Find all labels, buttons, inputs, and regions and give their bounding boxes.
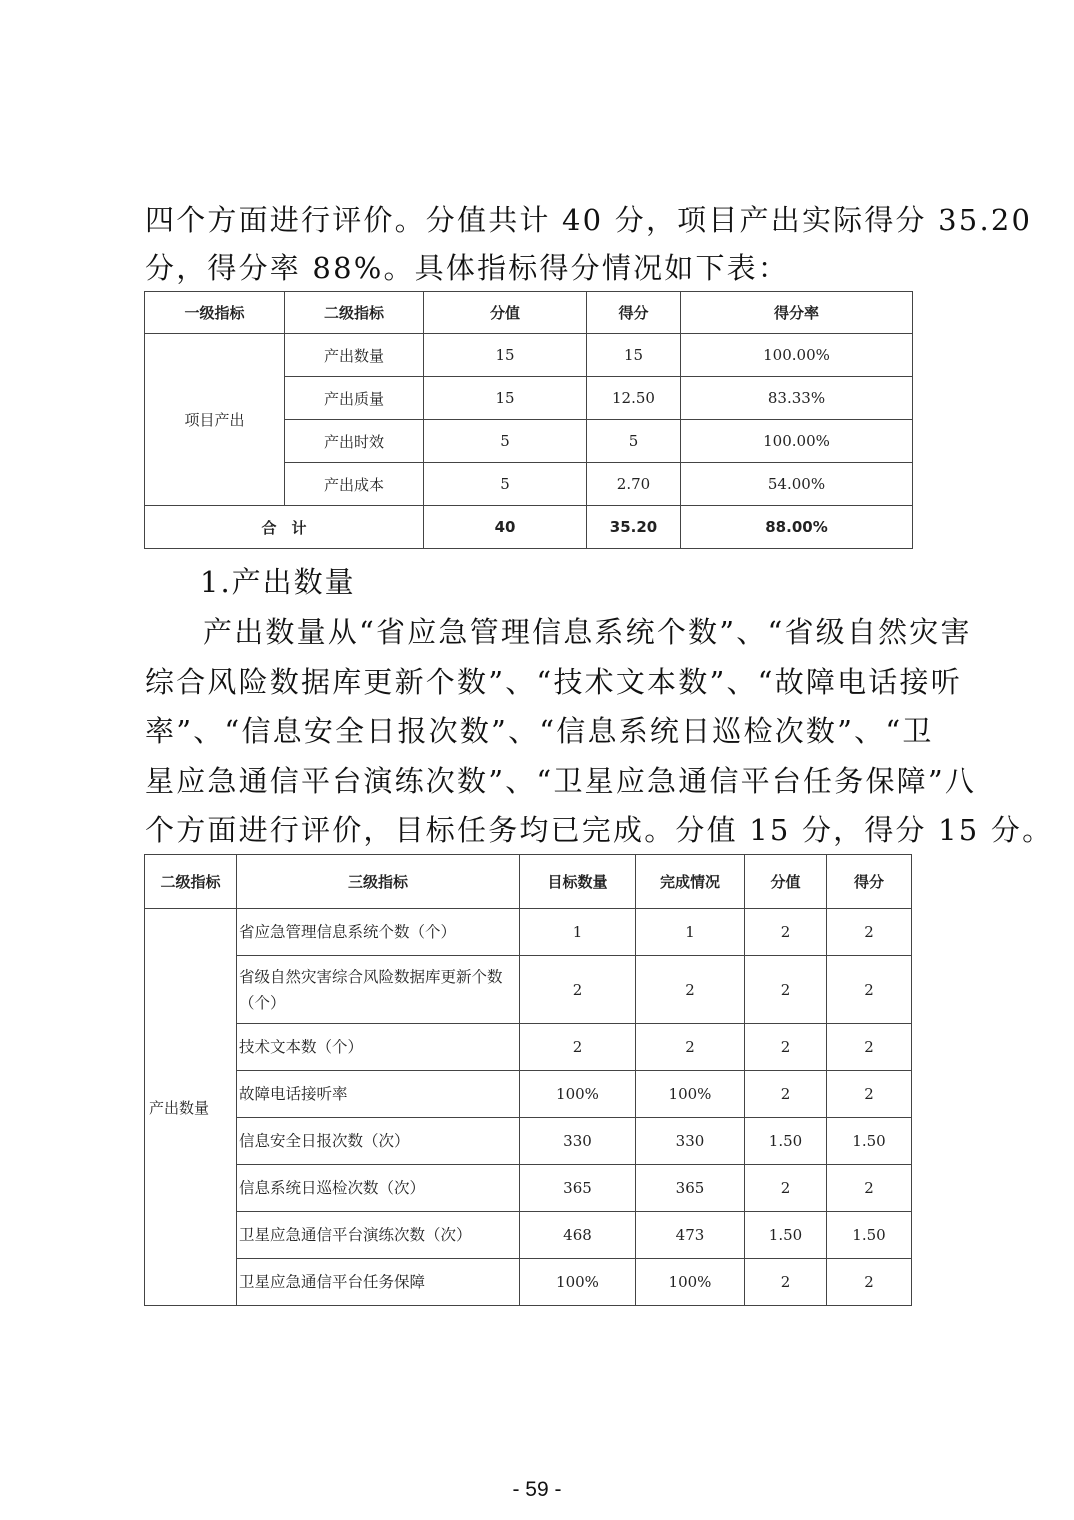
- row-name: 卫星应急通信平台任务保障: [237, 1259, 520, 1306]
- header-score: 得分: [827, 855, 912, 909]
- row-score-value: 5: [424, 420, 587, 463]
- table-row: [145, 956, 912, 1024]
- row-actual: 330: [636, 1118, 745, 1165]
- row-name: 信息系统日巡检次数（次）: [237, 1165, 520, 1212]
- paragraph-line: 个方面进行评价，目标任务均已完成。分值 15 分，得分 15 分。: [145, 813, 1054, 847]
- header-target: 目标数量: [520, 855, 636, 909]
- row-name: 产出数量: [285, 334, 424, 377]
- table-row: [145, 1259, 912, 1306]
- row-actual: 473: [636, 1212, 745, 1259]
- page-number: - 59 -: [512, 1478, 562, 1501]
- row-score-value: 15: [424, 377, 587, 420]
- row-score: 2.70: [587, 463, 681, 506]
- row-target: 468: [520, 1212, 636, 1259]
- row-rate: 100.00%: [681, 334, 913, 377]
- table-row: [145, 334, 913, 377]
- table-header-row: [145, 292, 913, 334]
- row-name: 产出时效: [285, 420, 424, 463]
- row-actual: 100%: [636, 1071, 745, 1118]
- row-actual: 2: [636, 956, 745, 1024]
- row-name: 卫星应急通信平台演练次数（次）: [237, 1212, 520, 1259]
- row-score-value: 2: [745, 1071, 827, 1118]
- output-score-table: [144, 291, 913, 549]
- row-name: 故障电话接听率: [237, 1071, 520, 1118]
- row-score-value: 2: [745, 956, 827, 1024]
- row-score-value: 2: [745, 1165, 827, 1212]
- row-score-value: 2: [745, 1259, 827, 1306]
- row-score: 2: [827, 1259, 912, 1306]
- paragraph-line: 率”、“信息安全日报次数”、“信息系统日巡检次数”、“卫: [145, 714, 934, 748]
- header-level2: 二级指标: [285, 292, 424, 334]
- header-level3: 三级指标: [237, 855, 520, 909]
- row-score: 5: [587, 420, 681, 463]
- paragraph-line: 产出数量从“省应急管理信息系统个数”、“省级自然灾害: [203, 615, 972, 649]
- row-name: 信息安全日报次数（次）: [237, 1118, 520, 1165]
- row-score-value: 15: [424, 334, 587, 377]
- row-score: 15: [587, 334, 681, 377]
- row-rate: 54.00%: [681, 463, 913, 506]
- total-score: 35.20: [587, 506, 681, 549]
- row-actual: 100%: [636, 1259, 745, 1306]
- group-cell: 产出数量: [145, 909, 237, 1306]
- row-name: 技术文本数（个）: [237, 1024, 520, 1071]
- header-actual: 完成情况: [636, 855, 745, 909]
- paragraph-line: 星应急通信平台演练次数”、“卫星应急通信平台任务保障”八: [145, 763, 977, 798]
- row-score: 1.50: [827, 1118, 912, 1165]
- row-score: 2: [827, 1071, 912, 1118]
- row-target: 100%: [520, 1259, 636, 1306]
- header-rate: 得分率: [681, 292, 913, 334]
- row-rate: 83.33%: [681, 377, 913, 420]
- row-name: 省应急管理信息系统个数（个）: [237, 909, 520, 956]
- row-target: 2: [520, 956, 636, 1024]
- section-heading: 1.产出数量: [200, 565, 356, 599]
- header-score-value: 分值: [745, 855, 827, 909]
- row-target: 1: [520, 909, 636, 956]
- total-score-value: 40: [424, 506, 587, 549]
- row-score: 2: [827, 956, 912, 1024]
- table-row: [145, 1024, 912, 1071]
- table-row: [145, 1118, 912, 1165]
- row-score: 2: [827, 909, 912, 956]
- row-name: 产出质量: [285, 377, 424, 420]
- row-target: 100%: [520, 1071, 636, 1118]
- row-target: 2: [520, 1024, 636, 1071]
- table-header-row: [145, 855, 912, 909]
- table-row: [145, 1212, 912, 1259]
- row-score-value: 5: [424, 463, 587, 506]
- row-score: 1.50: [827, 1212, 912, 1259]
- row-target: 365: [520, 1165, 636, 1212]
- row-score: 2: [827, 1024, 912, 1071]
- group-cell: 项目产出: [145, 334, 285, 506]
- intro-line-1: 四个方面进行评价。分值共计 40 分，项目产出实际得分 35.20: [145, 203, 1033, 237]
- row-actual: 365: [636, 1165, 745, 1212]
- table-row: [145, 1071, 912, 1118]
- row-actual: 2: [636, 1024, 745, 1071]
- section-paragraph: [145, 608, 1054, 856]
- row-score: 12.50: [587, 377, 681, 420]
- row-rate: 100.00%: [681, 420, 913, 463]
- total-row: [145, 506, 913, 549]
- row-score-value: 1.50: [745, 1118, 827, 1165]
- header-level2: 二级指标: [145, 855, 237, 909]
- row-score-value: 2: [745, 1024, 827, 1071]
- row-score: 2: [827, 1165, 912, 1212]
- output-quantity-table: [144, 854, 912, 1306]
- intro-line-2: 分，得分率 88%。具体指标得分情况如下表：: [145, 251, 790, 285]
- header-score: 得分: [587, 292, 681, 334]
- total-rate: 88.00%: [681, 506, 913, 549]
- header-score-value: 分值: [424, 292, 587, 334]
- row-name: 产出成本: [285, 463, 424, 506]
- row-target: 330: [520, 1118, 636, 1165]
- row-score-value: 1.50: [745, 1212, 827, 1259]
- row-actual: 1: [636, 909, 745, 956]
- table-row: [145, 1165, 912, 1212]
- row-name: 省级自然灾害综合风险数据库更新个数（个）: [237, 956, 520, 1024]
- total-label: 合 计: [145, 506, 424, 549]
- header-level1: 一级指标: [145, 292, 285, 334]
- table-row: [145, 909, 912, 956]
- paragraph-line: 综合风险数据库更新个数”、“技术文本数”、“故障电话接听: [145, 664, 962, 699]
- row-score-value: 2: [745, 909, 827, 956]
